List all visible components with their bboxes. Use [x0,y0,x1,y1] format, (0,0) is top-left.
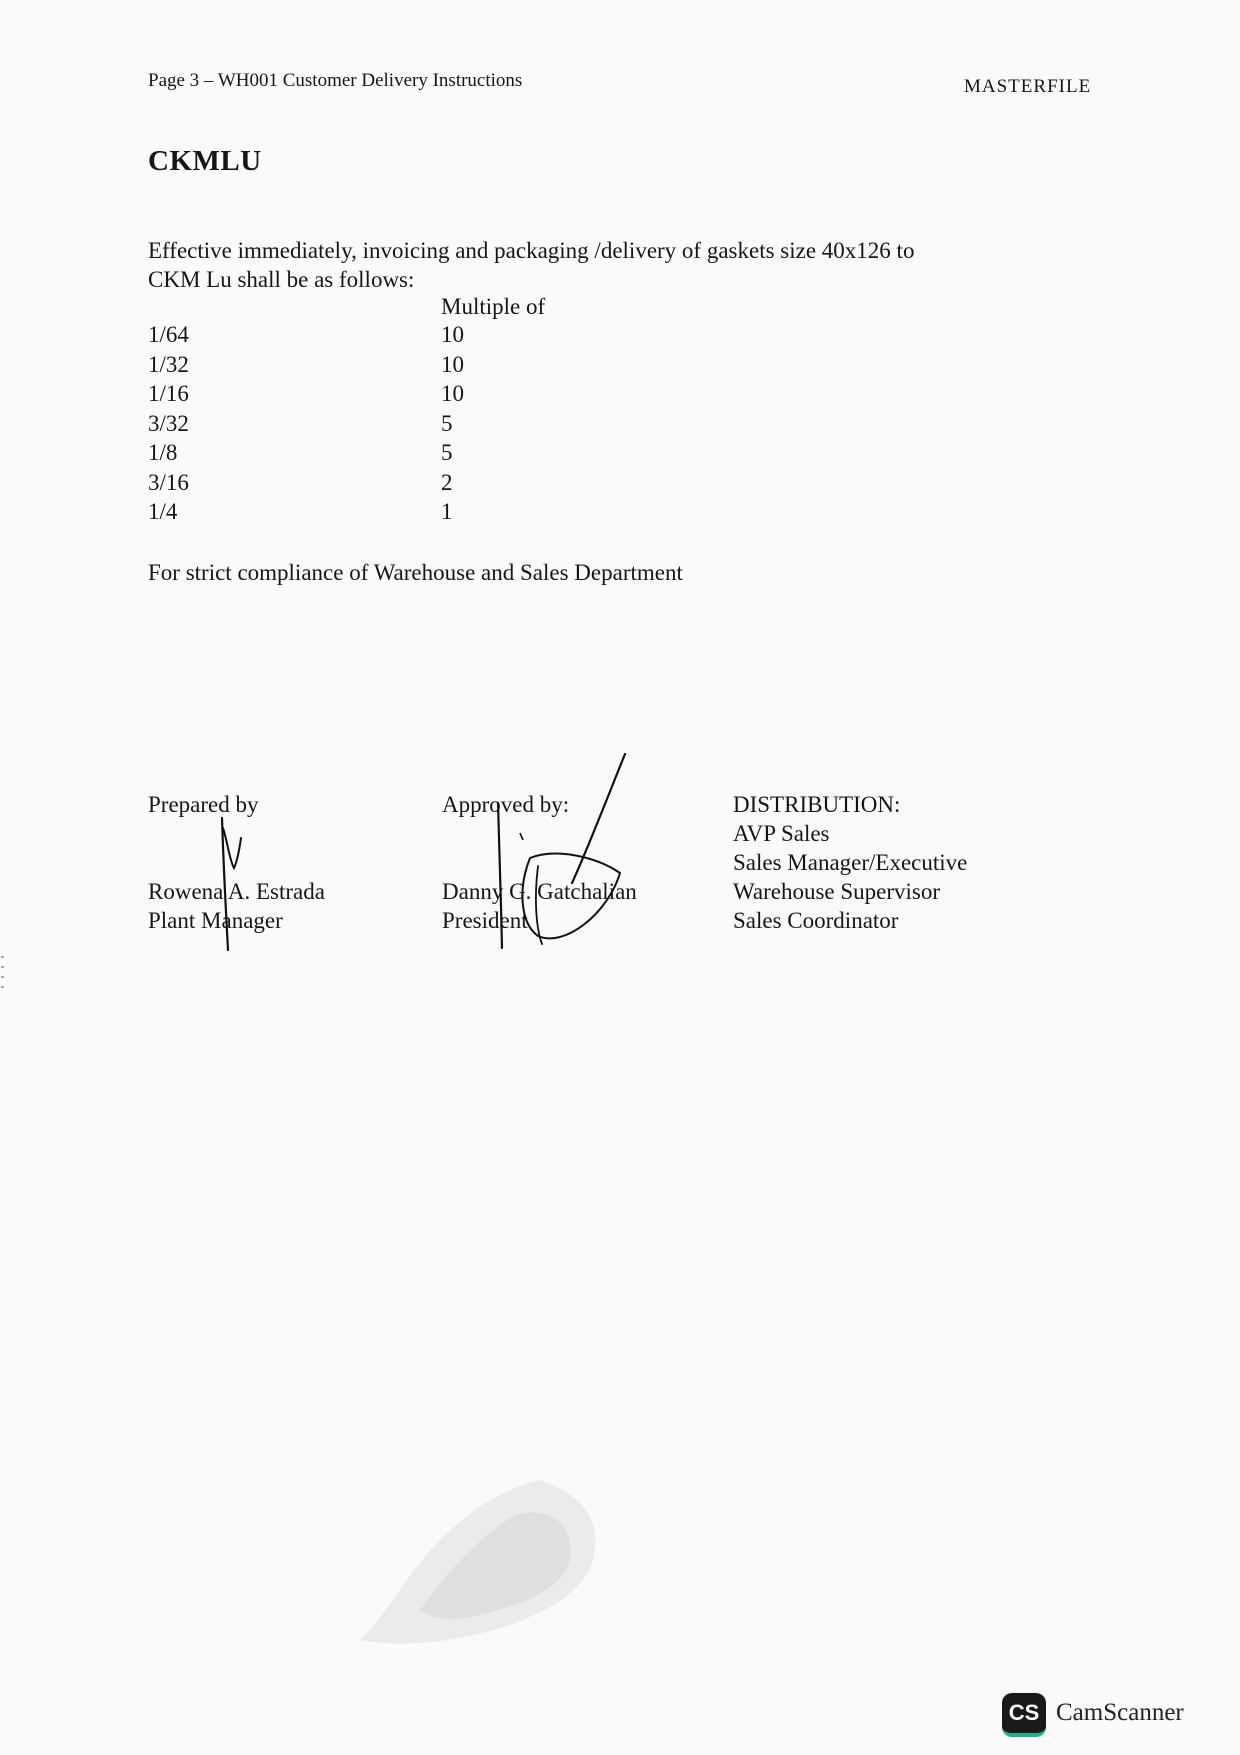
size-cell: 3/16 [148,469,189,495]
multiple-cell: 10 [441,322,464,347]
camscanner-logo-icon: CS [1002,1693,1046,1737]
masterfile-tag: MASTERFILE [964,76,1092,97]
camscanner-watermark: CamScanner [1056,1699,1184,1726]
preparer-position: Plant Manager [148,908,283,933]
multiple-of-header: Multiple of [441,294,546,319]
preparer-name: Rowena A. Estrada [148,879,325,904]
scan-smudge [350,1460,620,1650]
multiple-cell: 5 [441,410,453,436]
size-cell: 1/4 [148,499,178,524]
size-cell: 1/16 [148,381,189,406]
approver-position: President [442,908,528,933]
multiple-cell: 2 [441,469,453,495]
distribution-item: Sales Manager/Executive [733,850,968,875]
multiple-cell: 5 [441,440,453,465]
multiple-cell: 10 [441,381,464,406]
size-cell: 1/64 [148,322,189,347]
scan-edge-marks [0,955,6,990]
distribution-label: DISTRIBUTION: [733,792,901,817]
intro-line-2: CKM Lu shall be as follows: [148,267,415,292]
prepared-by-label: Prepared by [148,792,259,817]
document-title: CKMLU [148,145,262,177]
approver-signature [480,748,650,958]
compliance-note: For strict compliance of Warehouse and Sales Department [148,560,683,585]
multiple-cell: 10 [441,351,464,377]
approver-name: Danny G. Gatchalian [442,879,637,904]
distribution-item: Warehouse Supervisor [733,879,941,904]
page-header-info: Page 3 – WH001 Customer Delivery Instructions [148,70,523,91]
size-cell: 1/32 [148,351,189,377]
intro-paragraph [148,236,914,294]
approved-by-label: Approved by: [442,792,570,817]
distribution-item: Sales Coordinator [733,908,899,933]
distribution-block [733,790,967,935]
preparer-signature [200,800,280,960]
distribution-item: AVP Sales [733,821,830,846]
multiple-cell: 1 [441,499,453,524]
intro-line-1: Effective immediately, invoicing and packaging /delivery of gaskets size 40x126 to [148,238,915,263]
size-cell: 3/32 [148,410,189,436]
size-cell: 1/8 [148,440,178,465]
